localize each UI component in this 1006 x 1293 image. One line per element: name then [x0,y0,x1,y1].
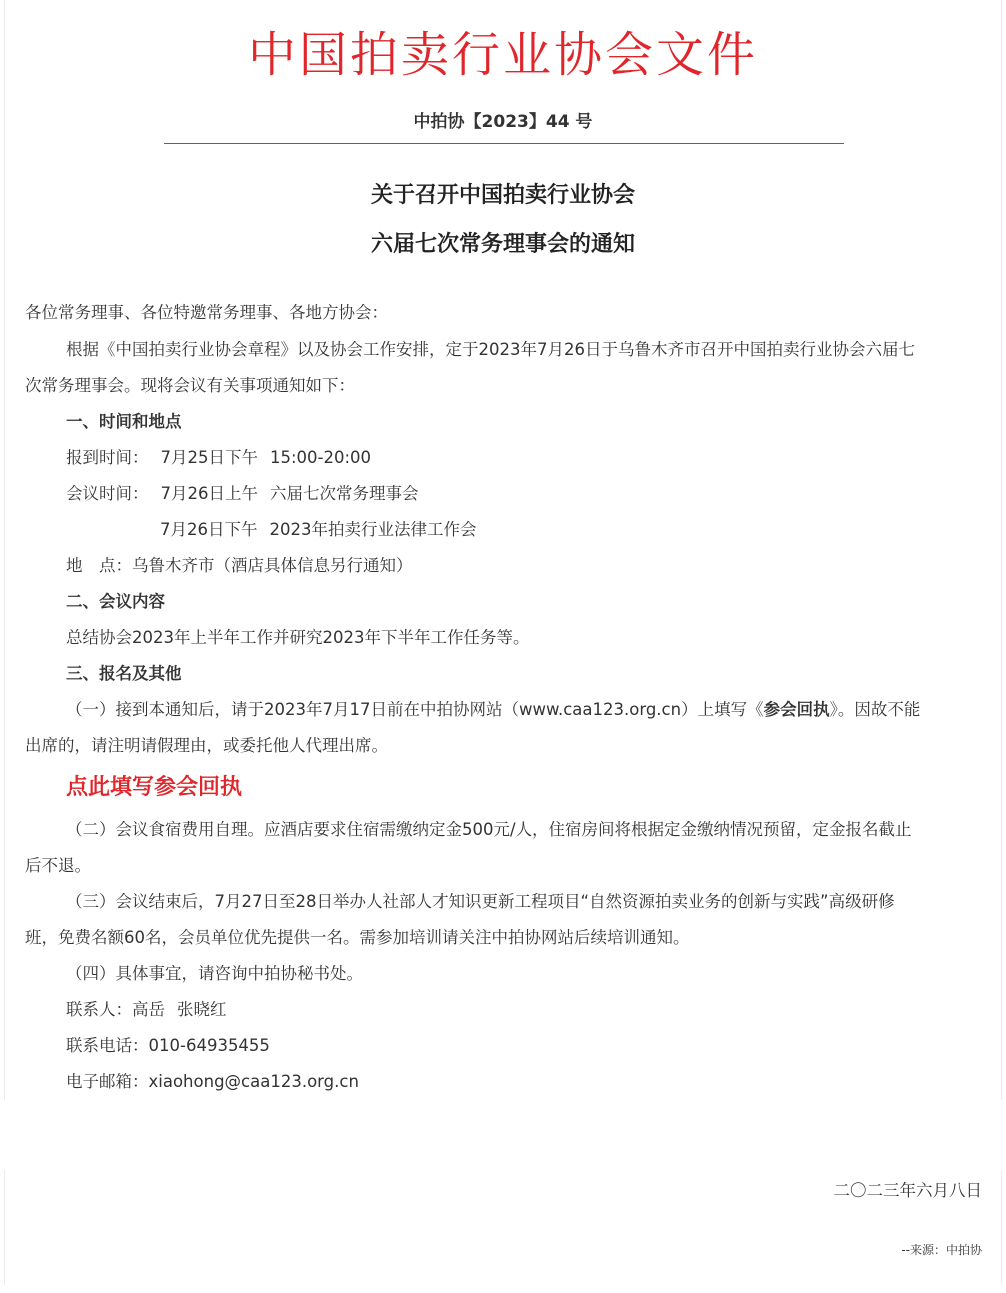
issue-date: 二〇二三年六月八日 [833,1181,982,1200]
source-line: --来源：中拍协 [901,1243,982,1257]
item2-line1: （二）会议食宿费用自理。应酒店要求住宿需缴纳定金500元/人，住宿房间将根据定金缴纳情况预留，定金报名截止 [66,820,912,839]
item3-line2: 班，免费名额60名，会员单位优先提供一名。需参加培训请关注中拍协网站后续培训通知。 [25,928,690,947]
salutation: 各位常务理事、各位特邀常务理事、各地方协会： [25,303,388,322]
section3-heading: 三、报名及其他 [66,664,182,683]
section2-text: 总结协会2023年上半年工作并研究2023年下半年工作任务等。 [66,628,530,647]
phone-row [66,1033,270,1059]
item3-line1: （三）会议结束后，7月27日至28日举办人社部人才知识更新工程项目“自然资源拍卖业务的创新与实践”高级研修 [66,892,895,911]
checkin-row [66,445,371,471]
intro-line1: 根据《中国拍卖行业协会章程》以及协会工作安排，定于2023年7月26日于乌鲁木齐市召开中国拍卖行业协会六届七 [66,340,915,359]
meeting1-desc: 六届七次常务理事会 [270,484,419,503]
notice-title-line2: 六届七次常务理事会的通知 [370,232,635,257]
checkin-time: 15:00-20:00 [270,448,372,467]
notice-title-line1: 关于召开中国拍卖行业协会 [370,183,635,208]
meeting2-date: 7月26日下午 [160,520,258,539]
phone-label: 联系电话： [66,1036,149,1055]
intro-line2: 次常务理事会。现将会议有关事项通知如下： [25,376,355,395]
meeting-label: 会议时间： [66,484,149,503]
contact-label: 联系人： [66,1000,132,1019]
red-divider [164,143,844,144]
item1-text-bold: 参会回执 [763,700,830,719]
item1-text-pre: （一）接到本通知后，请于2023年7月17日前在中拍协网站（www.caa123.org.cn）上填写《 [66,700,764,719]
document-number: 中拍协【2023】44 号 [413,112,593,132]
section2-heading: 二、会议内容 [66,592,165,611]
contact-name2: 张晓红 [177,1000,227,1019]
location-value: 乌鲁木齐市（酒店具体信息另行通知） [132,556,413,575]
item4: （四）具体事宜，请咨询中拍协秘书处。 [66,964,363,983]
meeting-row-2 [160,517,477,543]
item1-line2: 出席的，请注明请假理由，或委托他人代理出席。 [25,736,388,755]
contact-row [66,997,227,1023]
checkin-date: 7月25日下午 [160,448,258,467]
phone-value: 010-64935455 [148,1036,270,1055]
meeting-row-1 [66,481,419,507]
email-value: xiaohong@caa123.org.cn [148,1072,359,1091]
location-label: 地 点： [66,556,132,575]
document-header-title: 中国拍卖行业协会文件 [247,27,758,83]
section1-heading: 一、时间和地点 [66,412,182,431]
item2-line2: 后不退。 [25,856,91,875]
checkin-label: 报到时间： [66,448,149,467]
email-row [66,1069,359,1095]
item1-text-post: 》。因故不能 [829,700,921,719]
meeting2-desc: 2023年拍卖行业法律工作会 [269,520,477,539]
register-receipt-link[interactable]: 点此填写参会回执 [66,775,243,800]
contact-name1: 高岳 [132,1000,165,1019]
email-label: 电子邮箱： [66,1072,149,1091]
meeting1-date: 7月26日上午 [160,484,258,503]
item1-line1 [66,697,920,723]
location-row [66,553,413,579]
